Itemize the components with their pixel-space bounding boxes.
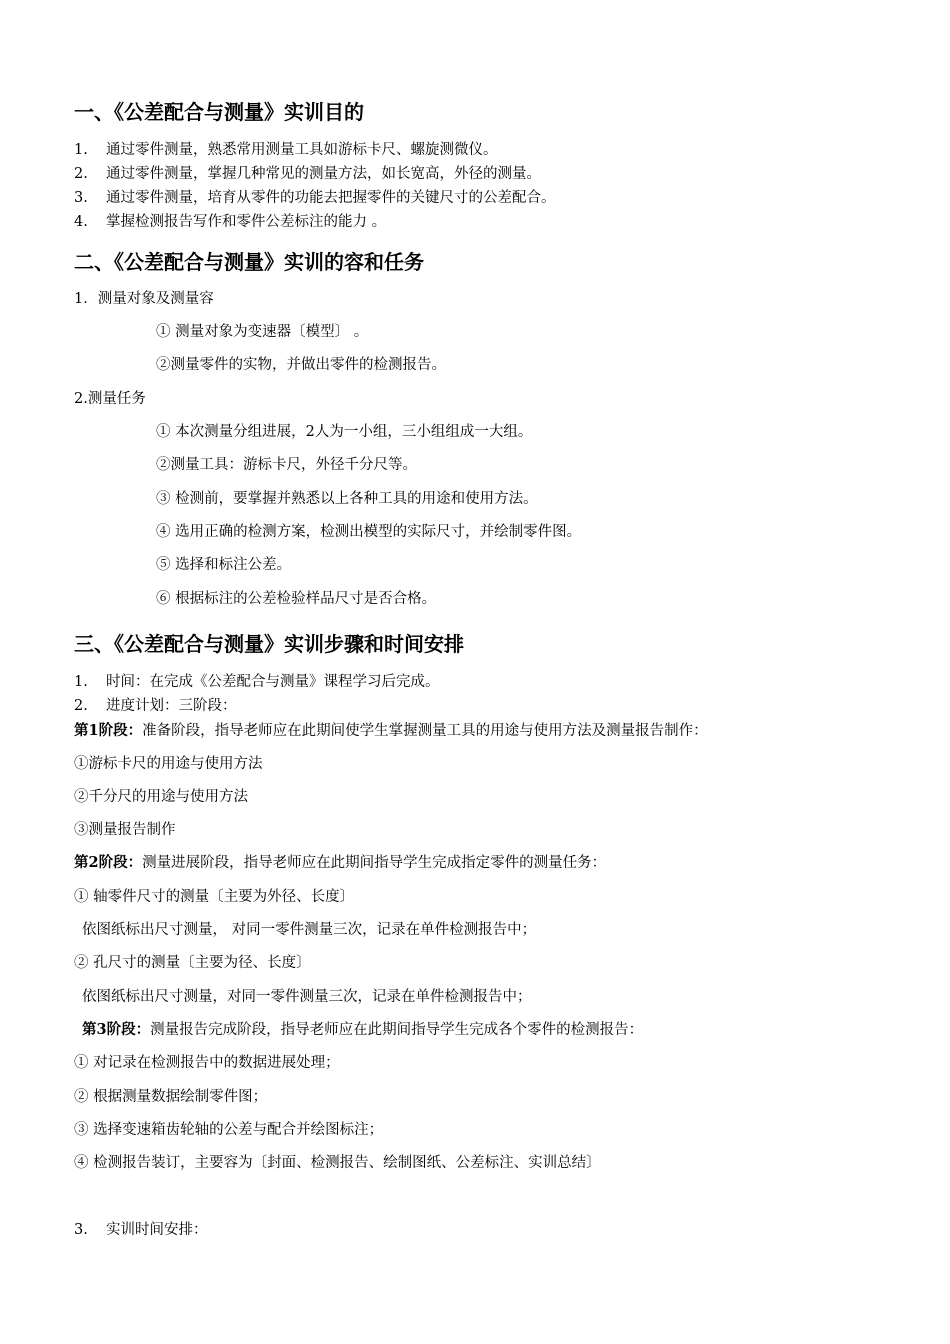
list-item: ① 本次测量分组进展，2人为一小组，三小组组成一大组。: [156, 424, 533, 440]
paragraph: 依图纸标出尺寸测量， 对同一零件测量三次，记录在单件检测报告中；: [82, 922, 537, 938]
list-item: ⑥ 根据标注的公差检验样品尺寸是否合格。: [156, 591, 437, 607]
list-text: 进度计划：三阶段：: [106, 698, 237, 714]
stage2-line: [74, 853, 606, 873]
stage-text: 测量进展阶段，指导老师应在此期间指导学生完成指定零件的测量任务：: [142, 855, 607, 871]
list-item: ③ 选择变速箱齿轮轴的公差与配合并绘图标注；: [74, 1122, 384, 1138]
list-item: ①游标卡尺的用途与使用方法: [74, 756, 263, 772]
section2-heading: 二、《公差配合与测量》实训的容和任务: [74, 250, 424, 274]
stage-text: 测量报告完成阶段，指导老师应在此期间指导学生完成各个零件的检测报告：: [150, 1022, 644, 1038]
list-number: 1.: [74, 674, 88, 690]
list-item: [74, 672, 440, 692]
list-number: 2.: [74, 698, 88, 714]
list-item: ④ 检测报告装订，主要容为〔封面、检测报告、绘制图纸、公差标注、实训总结〕: [74, 1155, 601, 1171]
list-item: [74, 188, 556, 208]
list-item: ⑤ 选择和标注公差。: [156, 557, 292, 573]
stage-label: 第2阶段：: [74, 854, 143, 871]
list-text: 实训时间安排：: [106, 1222, 208, 1238]
section3-heading: 三、《公差配合与测量》实训步骤和时间安排: [74, 632, 464, 656]
stage-text: 准备阶段，指导老师应在此期间使学生掌握测量工具的用途与使用方法及测量报告制作：: [142, 723, 708, 739]
list-number: 2.: [74, 166, 88, 182]
list-text: 掌握检测报告写作和零件公差标注的能力 。: [106, 214, 387, 230]
list-item: ③ 检测前，要掌握并熟悉以上各种工具的用途和使用方法。: [156, 491, 538, 507]
list-item: [74, 1220, 208, 1240]
list-item: ④ 选用正确的检测方案，检测出模型的实际尺寸，并绘制零件图。: [156, 524, 582, 540]
subsection-title: 2.测量任务: [74, 391, 146, 407]
section1-heading: 一、《公差配合与测量》实训目的: [74, 100, 364, 124]
stage-label: 第3阶段：: [82, 1021, 151, 1038]
list-item: ③测量报告制作: [74, 822, 176, 838]
list-number: 4.: [74, 214, 88, 230]
list-text: 时间：在完成《公差配合与测量》课程学习后完成。: [106, 674, 440, 690]
list-item: ②千分尺的用途与使用方法: [74, 789, 248, 805]
list-item: ②测量工具：游标卡尺，外径千分尺等。: [156, 457, 417, 473]
stage-label: 第1阶段：: [74, 722, 143, 739]
list-item: ① 测量对象为变速器〔模型〕 。: [156, 324, 369, 340]
list-item: [74, 696, 237, 716]
list-text: 通过零件测量，培育从零件的功能去把握零件的关键尺寸的公差配合。: [106, 190, 556, 206]
list-item: ② 孔尺寸的测量〔主要为径、长度〕: [74, 955, 311, 971]
list-item: [74, 212, 386, 232]
list-number: 1.: [74, 142, 88, 158]
list-item: [74, 164, 541, 184]
paragraph: 依图纸标出尺寸测量，对同一零件测量三次，记录在单件检测报告中；: [82, 989, 532, 1005]
list-text: 通过零件测量，掌握几种常见的测量方法，如长宽高，外径的测量。: [106, 166, 541, 182]
list-item: ②测量零件的实物，并做出零件的检测报告。: [156, 357, 446, 373]
list-item: [74, 140, 498, 160]
list-number: 3.: [74, 1222, 88, 1238]
subsection-title: 1．测量对象及测量容: [74, 291, 214, 307]
list-number: 3.: [74, 190, 88, 206]
list-item: ① 轴零件尺寸的测量〔主要为外径、长度〕: [74, 889, 355, 905]
list-item: ② 根据测量数据绘制零件图；: [74, 1089, 268, 1105]
list-text: 通过零件测量，熟悉常用测量工具如游标卡尺、螺旋测微仪。: [106, 142, 498, 158]
stage1-line: [74, 721, 708, 741]
stage3-line: [82, 1020, 643, 1040]
list-item: ① 对记录在检测报告中的数据进展处理；: [74, 1055, 340, 1071]
